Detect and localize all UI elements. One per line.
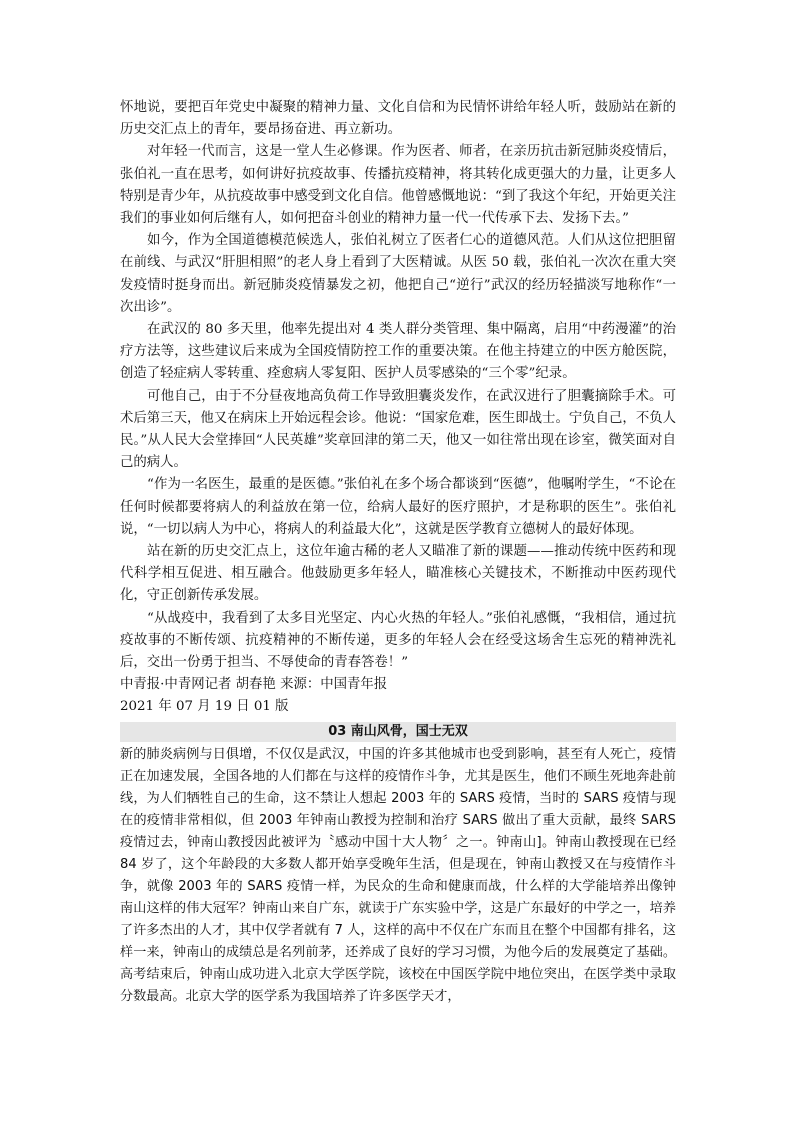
article-paragraph: 站在新的历史交汇点上，这位年逾古稀的老人又瞄准了新的课题——推动传统中医药和现代科学相互促进、相互融合。他鼓励更多年轻人，瞄准核心关键技术，不断推动中医药现代化，守正创新传承发展。: [120, 544, 676, 604]
article-paragraph: 在武汉的 80 多天里，他率先提出对 4 类人群分类管理、集中隔离，启用“中药漫灌”的治疗方法等，这些建议后来成为全国疫情防控工作的重要决策。在他主持建立的中医方舱医院，创造了轻症病人零转重、痊愈病人零复阳、医护人员零感染的“三个零”纪录。: [120, 322, 676, 382]
article-paragraph: “作为一名医生，最重的是医德。”张伯礼在多个场合都谈到“医德”，他嘱咐学生，“不论在任何时候都要将病人的利益放在第一位，给病人最好的医疗照护，才是称职的医生”。张伯礼说，“一切以病人为中心，将病人的利益最大化”，这就是医学教育立德树人的最好体现。: [120, 477, 676, 537]
article-date: 2021 年 07 月 19 日 01 版: [120, 699, 289, 715]
article-paragraph: 对年轻一代而言，这是一堂人生必修课。作为医者、师者，在亲历抗击新冠肺炎疫情后，张伯礼一直在思考，如何讲好抗疫故事、传播抗疫精神，将其转化成更强大的力量，让更多人特别是青少年，从抗疫故事中感受到文化自信。他曾感慨地说：“到了我这个年纪，开始更关注我们的事业如何后继有人，如何把奋斗创业的精神力量一代一代传承下去、发扬下去。”: [120, 144, 676, 227]
article-body: 新的肺炎病例与日俱增，不仅仅是武汉，中国的许多其他城市也受到影响，甚至有人死亡，疫情正在加速发展，全国各地的人们都在与这样的疫情作斗争，尤其是医生，他们不顾生死地奔赴前线，为人们牺牲自己的生命，这不禁让人想起 2003 年的 SARS 疫情，当时的 SARS 疫情与现在的疫情非常相似，但 2003 年钟南山教授为控制和治疗 SARS 做出了重大贡献，最终 SARS 疫情过去，钟南山教授因此被评为〝感动中国十大人物〞之一。钟南山]。钟南山教授现在已经 84 岁了，这个年龄段的大多数人都开始享受晚年生活，但是现在，钟南山教授又在与疫情作斗争，就像 2003 年的 SARS 疫情一样，为民众的生命和健康而战，什么样的大学能培养出像钟南山这样的伟大冠军？钟南山来自广东，就读于广东实验中学，这是广东最好的中学之一，培养了许多杰出的人才，其中仅学者就有 7 人，这样的高中不仅在广东而且在整个中国都有排名，这样一来，钟南山的成绩总是名列前茅，还养成了良好的学习习惯，为他今后的发展奠定了基础。高考结束后，钟南山成功进入北京大学医学院，该校在中国医学院中地位突出，在医学类中录取分数最高。北京大学的医学系为我国培养了许多医学天才，: [120, 746, 676, 1004]
section-title: 03 南山风骨，国士无双: [120, 722, 676, 742]
article-paragraph: 可他自己，由于不分昼夜地高负荷工作导致胆囊炎发作，在武汉进行了胆囊摘除手术。可术后第三天，他又在病床上开始远程会诊。他说：“国家危难，医生即战士。宁负自己，不负人民。”从人民大会堂捧回“人民英雄”奖章回津的第二天，他又一如往常出现在诊室，微笑面对自己的病人。: [120, 388, 676, 471]
document-page: [120, 97, 676, 1008]
article-byline: 中青报·中青网记者 胡春艳 来源：中国青年报: [120, 677, 388, 693]
article-paragraph: 如今，作为全国道德模范候选人，张伯礼树立了医者仁心的道德风范。人们从这位把胆留在前线、与武汉“肝胆相照”的老人身上看到了大医精诚。从医 50 载，张伯礼一次次在重大突发疫情时挺身而出。新冠肺炎疫情暴发之初，他把自己“逆行”武汉的经历轻描淡写地称作“一次出诊”。: [120, 233, 676, 315]
article-paragraph: “从战疫中，我看到了太多目光坚定、内心火热的年轻人。”张伯礼感慨，“我相信，通过抗疫故事的不断传颂、抗疫精神的不断传递，更多的年轻人会在经受这场舍生忘死的精神洗礼后，交出一份勇于担当、不辱使命的青春答卷！”: [120, 610, 676, 671]
article-paragraph: 怀地说，要把百年党史中凝聚的精神力量、文化自信和为民情怀讲给年轻人听，鼓励站在新的历史交汇点上的青年，要昂扬奋进、再立新功。: [120, 100, 676, 138]
